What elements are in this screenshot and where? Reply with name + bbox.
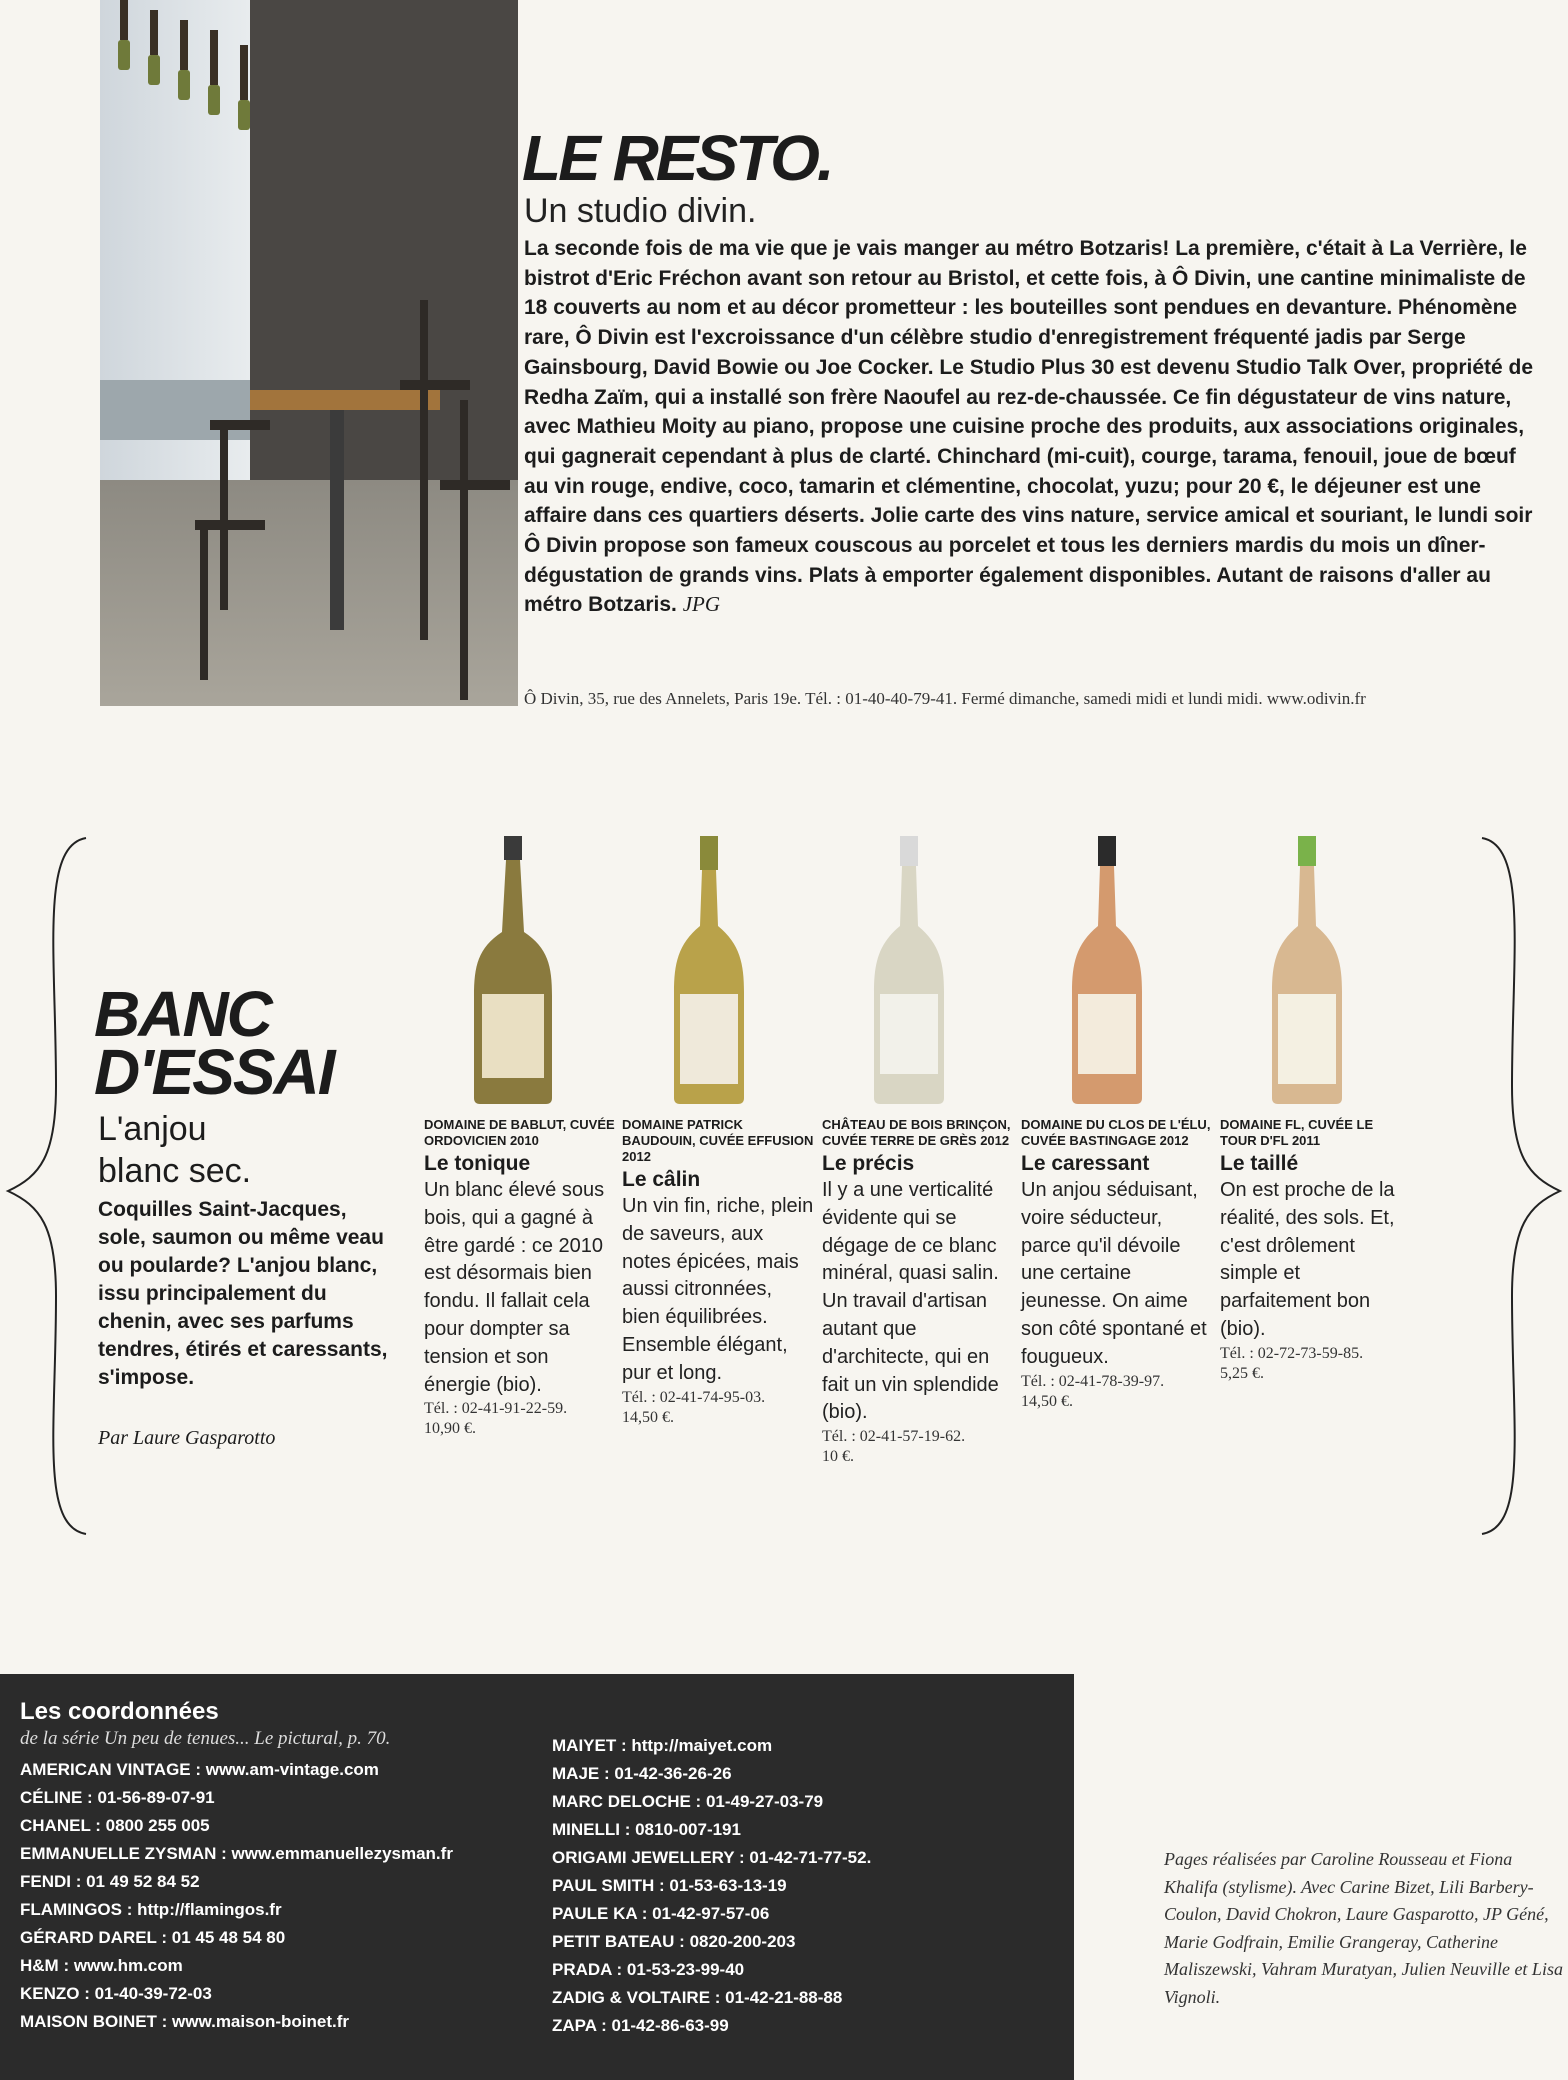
contact-item: ZADIG & VOLTAIRE : 01-42-21-88-88 bbox=[552, 1988, 843, 2007]
resto-address: Ô Divin, 35, rue des Annelets, Paris 19e. Tél. : 01-40-40-79-41. Fermé dimanche, samedi midi et lundi midi. www.odivin.fr bbox=[524, 689, 1366, 708]
wine-description: On est proche de la réalité, des sols. Et, c'est drôlement simple et parfaitement bon (bio). bbox=[1220, 1179, 1395, 1340]
wine-description: Un blanc élevé sous bois, qui a gagné à être gardé : ce 2010 est désormais bien fondu. Il fallait cela pour dompter sa tension et son énergie (bio). bbox=[424, 1179, 605, 1396]
banc-title-line1: BANC bbox=[94, 978, 271, 1050]
page-credits: Pages réalisées par Caroline Rousseau et Fiona Khalifa (stylisme). Avec Carine Bizet, Lili Barbery-Coulon, David Chokron, Laure Gasparotto, JP Géné, Marie Godfrain, Emilie Grangeray, Catherine Maliszewski, Vahram Muratyan, Julien Neuville et Lisa Vignoli. bbox=[1164, 1849, 1563, 2007]
wine-description: Il y a une verticalité évidente qui se dégage de ce blanc minéral, quasi salin. Un travail d'artisan autant que d'architecte, qui en fait un vin splendide (bio). bbox=[822, 1179, 999, 1424]
banc-intro: Coquilles Saint-Jacques, sole, saumon ou même veau ou poularde? L'anjou blanc, issu principalement du chenin, avec ses parfums tendres, étirés et caressants, s'impose. bbox=[98, 1198, 388, 1389]
wine-producer: DOMAINE FL, CUVÉE LE TOUR D'FL 2011 bbox=[1220, 1117, 1374, 1148]
wine-bottle-3 bbox=[864, 836, 954, 1106]
wine-title: Le tonique bbox=[424, 1152, 531, 1175]
contact-item: FENDI : 01 49 52 84 52 bbox=[20, 1872, 200, 1891]
banc-title-line2: D'ESSAI bbox=[94, 1036, 334, 1108]
wine-phone: Tél. : 02-41-78-39-97. bbox=[1021, 1372, 1165, 1390]
contact-item: PAUL SMITH : 01-53-63-13-19 bbox=[552, 1876, 787, 1895]
resto-body-text: La seconde fois de ma vie que je vais manger au métro Botzaris! La première, c'était à La Verrière, le bistrot d'Eric Fréchon avant son retour au Bristol, et cette fois, à Ô Divin, une cantine minimaliste de 18 couverts au nom et au décor prometteur : les bouteilles sont pendues en devanture. Phénomène rare, Ô Divin est l'excroissance d'un célèbre studio d'enregistrement fréquenté jadis par Serge Gainsbourg, David Bowie ou Joe Cocker. Le Studio Plus 30 est devenu Studio Talk Over, propriété de Redha Zaïm, qui a installé son frère Naoufel au rez-de-chaussée. Ce fin dégustateur de vins nature, avec Mathieu Moity au piano, propose une cuisine proche des produits, aux associations originales, qui gagnerait cependant à plus de clarté. Chinchard (mi-cuit), courge, tarama, fenouil, joue de bœuf au vin rouge, endive, coco, tamarin et clémentine, chocolat, yuzu; pour 20 €, le déjeuner est une affaire dans ces quartiers déserts. Jolie carte des vins nature, service amical et souriant, le lundi soir Ô Divin propose son fameux couscous au porcelet et tous les derniers mardis du mois un dîner-dégustation de grands vins. Plats à emporter également disponibles. Autant de raisons d'aller au métro Botzaris. bbox=[524, 237, 1534, 617]
wine-title: Le caressant bbox=[1021, 1152, 1150, 1175]
wine-price: 14,50 €. bbox=[622, 1408, 674, 1426]
wine-price: 10,90 €. bbox=[424, 1420, 476, 1438]
wine-bottle-2 bbox=[664, 836, 754, 1106]
contact-item: ORIGAMI JEWELLERY : 01-42-71-77-52. bbox=[552, 1848, 872, 1867]
wine-bottle-5 bbox=[1262, 836, 1352, 1106]
wine-price: 5,25 €. bbox=[1220, 1364, 1264, 1382]
contact-item: PAULE KA : 01-42-97-57-06 bbox=[552, 1904, 770, 1923]
left-brace-icon bbox=[0, 836, 90, 1536]
wine-card-3 bbox=[822, 1117, 1014, 1467]
wine-price: 10 €. bbox=[822, 1448, 854, 1466]
contact-item: MAISON BOINET : www.maison-boinet.fr bbox=[20, 2012, 349, 2031]
contact-item: ZAPA : 01-42-86-63-99 bbox=[552, 2016, 729, 2035]
coordonnees-series: de la série Un peu de tenues... Le pictural, p. 70. bbox=[20, 1728, 391, 1749]
coordonnees-right-list bbox=[552, 1732, 871, 2040]
wine-description: Un anjou séduisant, voire séducteur, parce qu'il dévoile une certaine jeunesse. On aime son côté spontané et fougueux. bbox=[1021, 1179, 1207, 1368]
wine-phone: Tél. : 02-41-91-22-59. bbox=[424, 1400, 568, 1418]
banc-subtitle-line1: L'anjou bbox=[98, 1110, 207, 1148]
resto-signature: JPG bbox=[682, 592, 721, 617]
wine-producer: DOMAINE PATRICK BAUDOUIN, CUVÉE EFFUSION 2012 bbox=[622, 1117, 814, 1164]
wine-producer: DOMAINE DE BABLUT, CUVÉE ORDOVICIEN 2010 bbox=[424, 1117, 615, 1148]
wine-description: Un vin fin, riche, plein de saveurs, aux notes épicées, mais aussi citronnées, bien équilibrées. Ensemble élégant, pur et long. bbox=[622, 1195, 814, 1384]
wine-card-4 bbox=[1021, 1117, 1213, 1412]
wine-title: Le taillé bbox=[1220, 1152, 1299, 1175]
resto-body bbox=[524, 234, 1534, 620]
contact-item: CHANEL : 0800 255 005 bbox=[20, 1816, 210, 1835]
contact-item: PRADA : 01-53-23-99-40 bbox=[552, 1960, 745, 1979]
contact-item: KENZO : 01-40-39-72-03 bbox=[20, 1984, 212, 2003]
contact-item: FLAMINGOS : http://flamingos.fr bbox=[20, 1900, 282, 1919]
banc-title bbox=[94, 978, 334, 1108]
wine-phone: Tél. : 02-41-57-19-62. bbox=[822, 1428, 966, 1446]
wine-title: Le câlin bbox=[622, 1168, 701, 1191]
contact-item: EMMANUELLE ZYSMAN : www.emmanuellezysman.fr bbox=[20, 1844, 453, 1863]
resto-subtitle: Un studio divin. bbox=[524, 192, 757, 230]
contact-item: MAJE : 01-42-36-26-26 bbox=[552, 1764, 732, 1783]
resto-title: LE RESTO. bbox=[522, 122, 832, 194]
banc-subtitle-line2: blanc sec. bbox=[98, 1152, 252, 1190]
banc-author: Par Laure Gasparotto bbox=[98, 1427, 276, 1449]
restaurant-photo bbox=[100, 0, 518, 706]
wine-producer: CHÂTEAU DE BOIS BRINÇON, CUVÉE TERRE DE GRÈS 2012 bbox=[822, 1117, 1011, 1148]
contact-item: CÉLINE : 01-56-89-07-91 bbox=[20, 1788, 215, 1807]
contact-item: H&M : www.hm.com bbox=[20, 1956, 183, 1975]
wine-title: Le précis bbox=[822, 1152, 915, 1175]
wine-bottle-1 bbox=[468, 836, 558, 1106]
contact-item: PETIT BATEAU : 0820-200-203 bbox=[552, 1932, 796, 1951]
contact-item: AMERICAN VINTAGE : www.am-vintage.com bbox=[20, 1760, 379, 1779]
contact-item: GÉRARD DAREL : 01 45 48 54 80 bbox=[20, 1928, 286, 1947]
wine-card-1 bbox=[424, 1117, 616, 1439]
wine-phone: Tél. : 02-41-74-95-03. bbox=[622, 1388, 766, 1406]
wine-price: 14,50 €. bbox=[1021, 1392, 1073, 1410]
wine-phone: Tél. : 02-72-73-59-85. bbox=[1220, 1344, 1364, 1362]
right-brace-icon bbox=[1478, 836, 1568, 1536]
wine-bottle-4 bbox=[1062, 836, 1152, 1106]
contact-item: MAIYET : http://maiyet.com bbox=[552, 1736, 773, 1755]
banc-subtitle bbox=[98, 1108, 251, 1192]
wine-producer: DOMAINE DU CLOS DE L'ÉLU, CUVÉE BASTINGAGE 2012 bbox=[1021, 1117, 1211, 1148]
contact-item: MARC DELOCHE : 01-49-27-03-79 bbox=[552, 1792, 824, 1811]
contact-item: MINELLI : 0810-007-191 bbox=[552, 1820, 741, 1839]
wine-card-2 bbox=[622, 1117, 814, 1428]
wine-card-5 bbox=[1220, 1117, 1412, 1384]
coordonnees-left-list bbox=[20, 1756, 453, 2036]
coordonnees-title: Les coordonnées bbox=[20, 1698, 219, 1725]
